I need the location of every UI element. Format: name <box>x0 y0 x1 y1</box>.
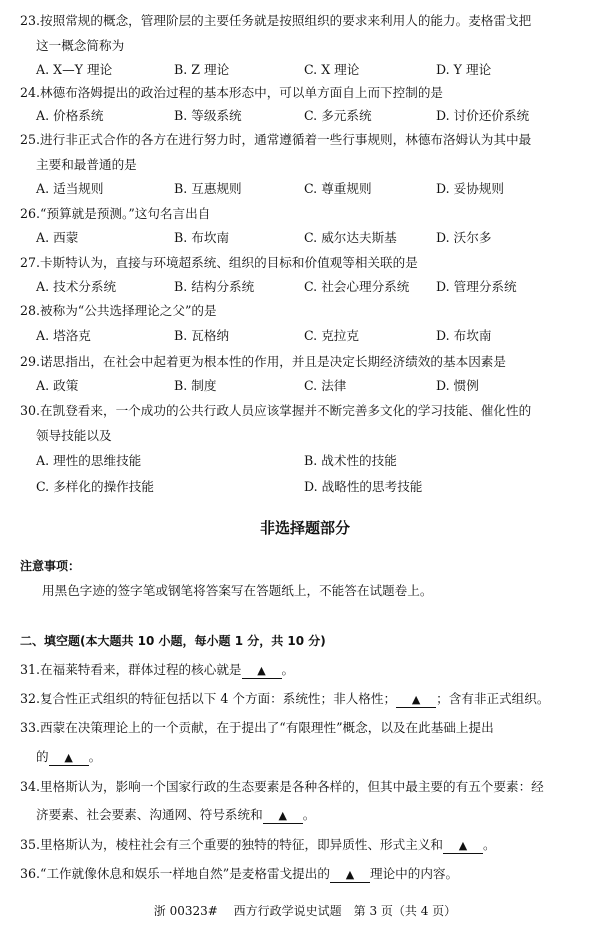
answer-blank-36: ▲ <box>330 868 370 883</box>
q27-option-a: A. 技术分系统 <box>36 279 117 294</box>
question-23-stem-cont: 这一概念简称为 <box>36 38 125 53</box>
section-title: 非选择题部分 <box>259 519 350 537</box>
q24-option-a: A. 价格系统 <box>36 108 104 123</box>
q26-option-a: A. 西蒙 <box>36 230 79 245</box>
notice-text: 用黑色字迹的签字笔或钢笔将答案写在答题纸上，不能答在试题卷上。 <box>42 583 433 598</box>
q26-option-c: C. 威尔达夫斯基 <box>304 230 397 245</box>
answer-blank-31: ▲ <box>242 664 282 679</box>
q25-option-c: C. 尊重规则 <box>304 181 372 196</box>
q25-option-d: D. 妥协规则 <box>436 181 505 196</box>
q29-option-a: A. 政策 <box>36 378 79 393</box>
q28-option-d: D. 布坎南 <box>436 328 492 343</box>
question-33-line2: 的 ▲ 。 <box>36 749 102 764</box>
q25-option-a: A. 适当规则 <box>36 181 104 196</box>
q29-option-c: C. 法律 <box>304 378 347 393</box>
notice-label: 注意事项： <box>20 559 81 573</box>
answer-blank-33: ▲ <box>49 751 89 766</box>
question-30-stem: 30.在凯登看来，一个成功的公共行政人员应该掌握并不断完善多文化的学习技能、催化性的 <box>20 403 532 418</box>
q27-option-b: B. 结构分系统 <box>174 279 255 294</box>
question-25-stem: 25.进行非正式合作的各方在进行努力时，通常遵循着一些行事规则，林德布洛姆认为其中最 <box>20 132 532 147</box>
question-30-stem-cont: 领导技能以及 <box>36 428 112 443</box>
part2-header: 二、填空题(本大题共 10 小题，每小题 1 分，共 10 分) <box>20 634 326 648</box>
q28-option-b: B. 瓦格纳 <box>174 328 230 343</box>
q23-option-a: A. X—Y 理论 <box>36 62 113 77</box>
question-27-stem: 27.卡斯特认为，直接与环境超系统、组织的目标和价值观等相关联的是 <box>20 255 418 270</box>
question-26-stem: 26.“预算就是预测。”这句名言出自 <box>20 206 211 221</box>
q23-option-d: D. Y 理论 <box>436 62 492 77</box>
q23-option-b: B. Z 理论 <box>174 62 230 77</box>
q26-option-b: B. 布坎南 <box>174 230 230 245</box>
q30-option-a: A. 理性的思维技能 <box>36 453 142 468</box>
question-31: 31.在福莱特看来，群体过程的核心就是 ▲ 。 <box>20 662 295 677</box>
answer-blank-32: ▲ <box>396 693 436 708</box>
question-32: 32.复合性正式组织的特征包括以下 4 个方面：系统性；非人格性； ▲ ；含有非正式组织。 <box>20 691 550 706</box>
q27-option-d: D. 管理分系统 <box>436 279 517 294</box>
q24-option-d: D. 讨价还价系统 <box>436 108 530 123</box>
q24-option-b: B. 等级系统 <box>174 108 242 123</box>
q28-option-c: C. 克拉克 <box>304 328 359 343</box>
q23-option-c: C. X 理论 <box>304 62 360 77</box>
question-29-stem: 29.诺思指出，在社会中起着更为根本性的作用，并且是决定长期经济绩效的基本因素是 <box>20 354 506 369</box>
answer-blank-34: ▲ <box>263 809 303 824</box>
question-33-line1: 33.西蒙在决策理论上的一个贡献，在于提出了“有限理性”概念，以及在此基础上提出 <box>20 720 494 735</box>
q29-option-b: B. 制度 <box>174 378 217 393</box>
q27-option-c: C. 社会心理分系统 <box>304 279 410 294</box>
q26-option-d: D. 沃尔多 <box>436 230 492 245</box>
question-25-stem-cont: 主要和最普通的是 <box>36 157 137 172</box>
question-34-line1: 34.里格斯认为，影响一个国家行政的生态要素是各种各样的，但其中最主要的有五个要素：经 <box>20 779 544 794</box>
q30-option-c: C. 多样化的操作技能 <box>36 479 154 494</box>
answer-blank-35: ▲ <box>443 839 483 854</box>
question-35: 35.里格斯认为，棱柱社会有三个重要的独特的特征，即异质性、形式主义和 ▲ 。 <box>20 837 496 852</box>
question-24-stem: 24.林德布洛姆提出的政治过程的基本形态中，可以单方面自上而下控制的是 <box>20 85 444 100</box>
page-footer: 浙 00323# 西方行政学说史试题 第 3 页（共 4 页） <box>153 904 457 918</box>
q24-option-c: C. 多元系统 <box>304 108 372 123</box>
q30-option-d: D. 战略性的思考技能 <box>304 479 423 494</box>
question-34-line2: 济要素、社会要素、沟通网、符号系统和 ▲ 。 <box>36 807 316 822</box>
q28-option-a: A. 塔洛克 <box>36 328 91 343</box>
question-36: 36.“工作就像休息和娱乐一样地自然”是麦格雷戈提出的 ▲ 理论中的内容。 <box>20 866 459 881</box>
q30-option-b: B. 战术性的技能 <box>304 453 397 468</box>
q25-option-b: B. 互惠规则 <box>174 181 242 196</box>
question-23-stem: 23.按照常规的概念，管理阶层的主要任务就是按照组织的要求来利用人的能力。麦格雷戈把 <box>20 13 532 28</box>
q29-option-d: D. 惯例 <box>436 378 479 393</box>
question-28-stem: 28.被称为“公共选择理论之父”的是 <box>20 303 217 318</box>
